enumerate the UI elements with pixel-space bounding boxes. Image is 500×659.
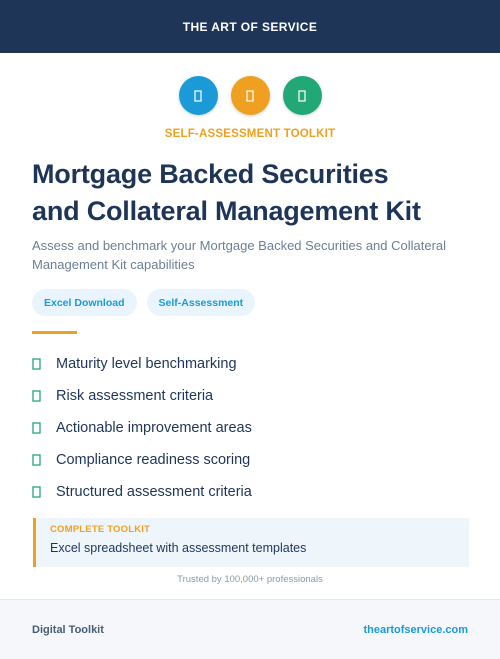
- toolkit-callout: [33, 518, 469, 567]
- document-icon: [283, 76, 322, 115]
- callout-label: COMPLETE TOOLKIT: [50, 524, 151, 535]
- accent-divider: [32, 331, 77, 334]
- toolkit-category: SELF-ASSESSMENT TOOLKIT: [164, 128, 336, 140]
- callout-text: Excel spreadsheet with assessment templates: [50, 541, 307, 555]
- brand-name: THE ART OF SERVICE: [182, 19, 318, 34]
- website-link[interactable]: theartofservice.com: [363, 623, 468, 636]
- document-icon: [179, 76, 218, 115]
- top-banner: [0, 0, 500, 53]
- icon-row: [0, 76, 500, 115]
- list-item: [32, 412, 252, 444]
- check-icon: [32, 390, 41, 402]
- list-item: [32, 444, 252, 476]
- check-icon: [32, 454, 41, 466]
- feature-label: Risk assessment criteria: [56, 388, 214, 404]
- trust-note: Trusted by 100,000+ professionals: [177, 574, 323, 585]
- document-icon: [231, 76, 270, 115]
- footer: [0, 599, 500, 659]
- title-line-2: and Collateral Management Kit: [32, 196, 421, 226]
- list-item: [32, 476, 252, 508]
- check-icon: [32, 422, 41, 434]
- tag-list: [32, 289, 255, 316]
- feature-label: Actionable improvement areas: [56, 420, 252, 436]
- feature-label: Compliance readiness scoring: [56, 452, 251, 468]
- page-subtitle: Assess and benchmark your Mortgage Backed Securities and Collateral Management Kit capabilities: [32, 238, 447, 272]
- tag-self-assessment: Self-Assessment: [147, 289, 256, 316]
- list-item: [32, 348, 252, 380]
- tag-excel-download: Excel Download: [32, 289, 137, 316]
- check-icon: [32, 486, 41, 498]
- page-title: [32, 156, 472, 230]
- feature-list: [32, 348, 252, 508]
- footer-label: Digital Toolkit: [32, 623, 104, 636]
- feature-label: Structured assessment criteria: [56, 484, 252, 500]
- check-icon: [32, 358, 41, 370]
- title-line-1: Mortgage Backed Securities: [32, 159, 389, 189]
- feature-label: Maturity level benchmarking: [56, 356, 237, 372]
- list-item: [32, 380, 252, 412]
